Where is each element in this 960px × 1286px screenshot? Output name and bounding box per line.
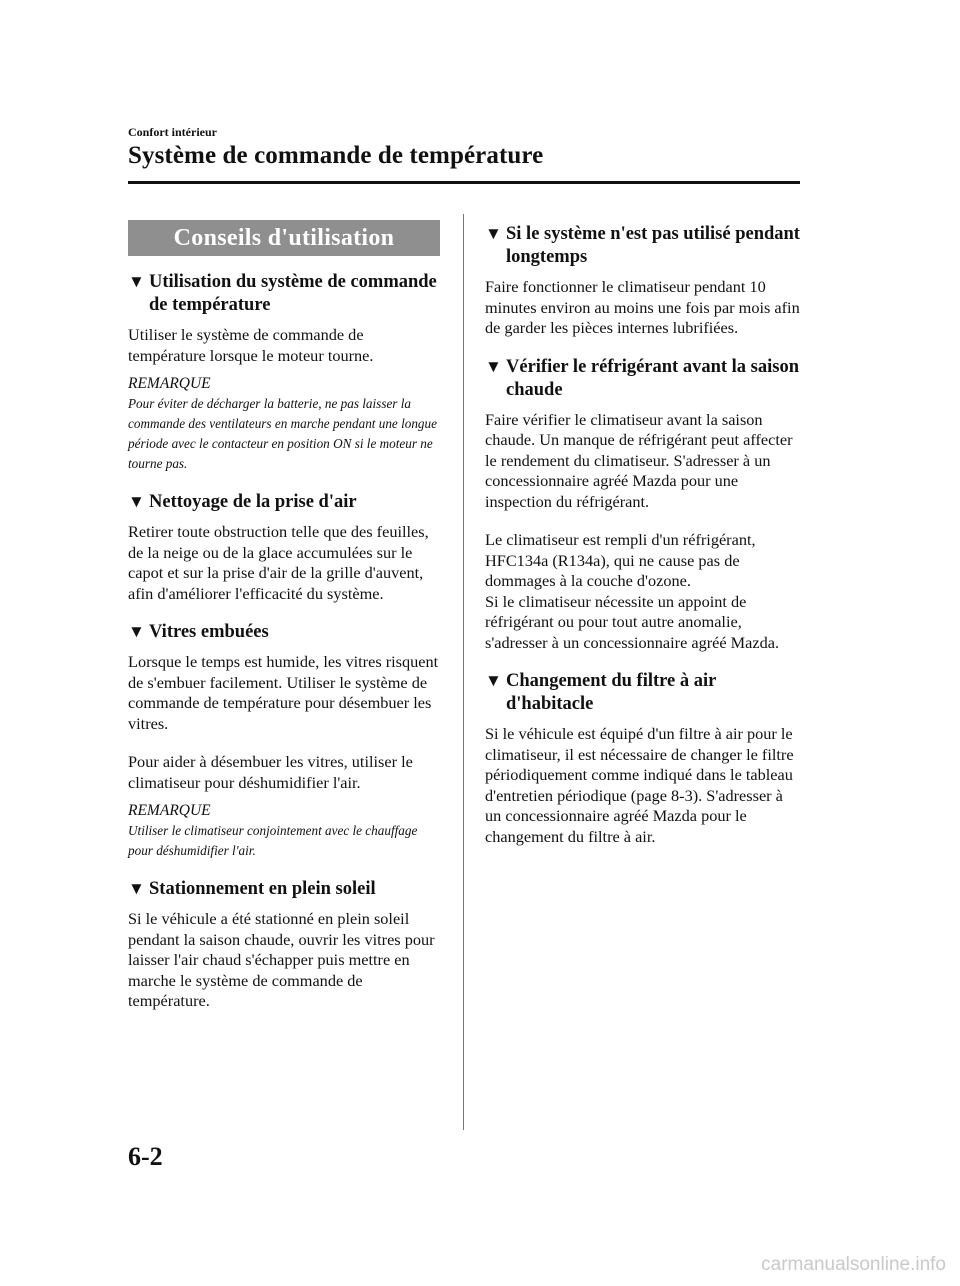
section-body: Faire fonctionner le climatiseur pendant 10 minutes environ au moins une fois par mois afin de garder les pièces internes lubrifiées. bbox=[485, 277, 800, 337]
page-number: 6-2 bbox=[128, 1142, 163, 1171]
column-divider bbox=[463, 214, 464, 1130]
triangle-down-icon: ▼ bbox=[128, 622, 145, 641]
section-heading-text: Changement du filtre à air d'habitacle bbox=[506, 671, 717, 714]
triangle-down-icon: ▼ bbox=[128, 492, 145, 511]
section-heading-text: Si le système n'est pas utilisé pendant longtemps bbox=[506, 224, 800, 267]
section-heading bbox=[128, 490, 440, 514]
section-body: Si le véhicule est équipé d'un filtre à air pour le climatiseur, il est nécessaire de changer le filtre périodiquement comme indiqué dans le tableau d'entretien périodique (page 8-3). S'adresser à un concessionnaire agréé Mazda pour le changement du filtre à air. bbox=[485, 724, 794, 846]
note-text: Utiliser le climatiseur conjointement avec le chauffage pour déshumidifier l'air. bbox=[128, 823, 418, 858]
note-label: REMARQUE bbox=[128, 802, 211, 819]
section-heading bbox=[485, 222, 803, 269]
section-sun-parking bbox=[128, 877, 440, 1012]
section-heading-text: Vérifier le réfrigérant avant la saison chaude bbox=[506, 356, 800, 400]
section-banner: Conseils d'utilisation bbox=[128, 220, 440, 256]
triangle-down-icon: ▼ bbox=[485, 224, 502, 243]
running-header-section: Confort intérieur bbox=[128, 125, 217, 139]
section-heading-text: Nettoyage de la prise d'air bbox=[149, 492, 357, 512]
section-heading bbox=[128, 270, 440, 317]
section-heading-text: Vitres embuées bbox=[149, 622, 269, 642]
section-heading-text: Stationnement en plein soleil bbox=[149, 879, 376, 899]
triangle-down-icon: ▼ bbox=[485, 671, 502, 690]
section-body: Utiliser le système de commande de température lorsque le moteur tourne. bbox=[128, 325, 374, 365]
section-long-unused bbox=[485, 222, 803, 339]
page-title: Système de commande de température bbox=[128, 142, 544, 169]
note-label: REMARQUE bbox=[128, 375, 211, 392]
section-air-intake bbox=[128, 490, 440, 604]
left-column bbox=[128, 220, 440, 1028]
right-column bbox=[485, 222, 803, 863]
section-heading bbox=[128, 620, 440, 644]
note-text: Pour éviter de décharger la batterie, ne pas laisser la commande des ventilateurs en marche pendant une longue période avec le contacteur en position ON si le moteur ne tourne pas. bbox=[128, 396, 437, 471]
section-body: Retirer toute obstruction telle que des feuilles, de la neige ou de la glace accumulées sur le capot et sur la prise d'air de la grille d'auvent, afin d'améliorer l'efficacité du système. bbox=[128, 522, 429, 603]
section-foggy-windows bbox=[128, 620, 440, 861]
section-cabin-filter bbox=[485, 669, 803, 847]
section-body: Pour aider à désembuer les vitres, utiliser le climatiseur pour déshumidifier l'air. bbox=[128, 752, 413, 792]
section-body: Le climatiseur est rempli d'un réfrigérant, HFC134a (R134a), qui ne cause pas de dommages à la couche d'ozone. bbox=[485, 530, 756, 590]
section-body: Si le climatiseur nécessite un appoint de réfrigérant ou pour tout autre anomalie, s'adresser à un concessionnaire agréé Mazda. bbox=[485, 591, 780, 652]
triangle-down-icon: ▼ bbox=[128, 879, 145, 898]
watermark: carmanualsonline.info bbox=[761, 1254, 946, 1275]
section-body: Si le véhicule a été stationné en plein soleil pendant la saison chaude, ouvrir les vitres pour laisser l'air chaud s'échapper puis mettre en marche le système de commande de température. bbox=[128, 909, 435, 1010]
section-heading bbox=[128, 877, 440, 901]
section-body: Faire vérifier le climatiseur avant la saison chaude. Un manque de réfrigérant peut affecter le rendement du climatiseur. S'adresser à un concessionnaire agréé Mazda pour une inspection du réfrigérant. bbox=[485, 409, 793, 511]
section-heading bbox=[485, 669, 803, 716]
header-rule bbox=[128, 181, 800, 184]
triangle-down-icon: ▼ bbox=[485, 356, 502, 376]
section-heading-text: Utilisation du système de commande de température bbox=[149, 272, 437, 315]
section-heading bbox=[485, 355, 803, 402]
section-refrigerant bbox=[485, 355, 803, 654]
triangle-down-icon: ▼ bbox=[128, 272, 145, 291]
section-usage bbox=[128, 270, 440, 474]
section-body: Lorsque le temps est humide, les vitres risquent de s'embuer facilement. Utiliser le système de commande de température pour désembuer les vitres. bbox=[128, 652, 439, 733]
